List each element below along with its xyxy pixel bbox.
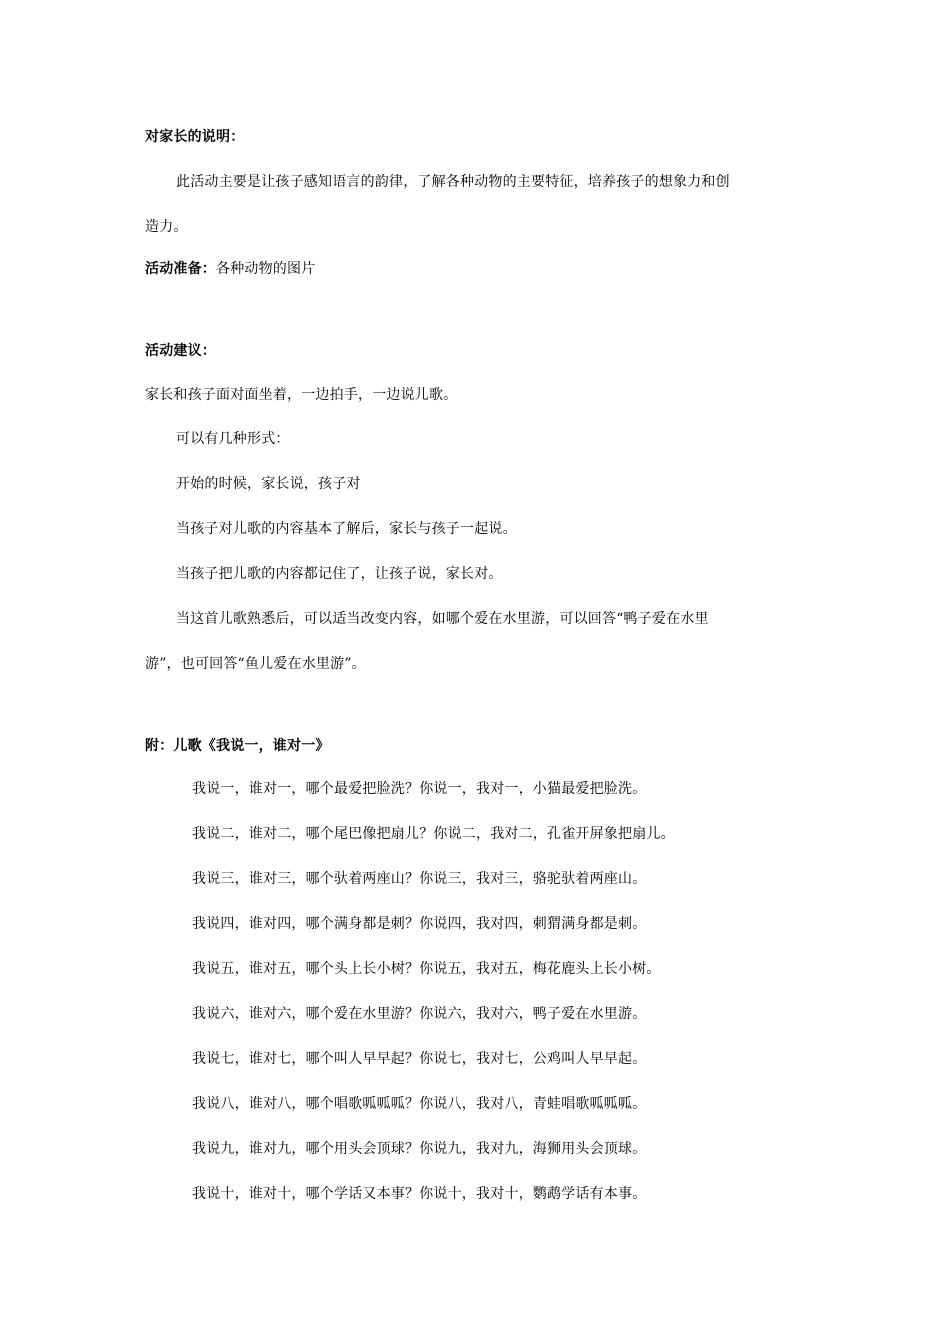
suggestions-forms-title: 可以有几种形式： [176,431,290,447]
rhyme-line: 我说九，谁对九，哪个用头会顶球？你说九，我对九，海狮用头会顶球。 [192,1141,647,1157]
suggestions-form-1: 开始的时候，家长说，孩子对 [176,476,361,492]
suggestions-intro: 家长和孩子面对面坐着，一边拍手，一边说儿歌。 [145,387,458,403]
preparation-line [145,259,315,279]
preparation-text: 各种动物的图片 [216,261,316,277]
rhyme-line: 我说三，谁对三，哪个驮着两座山？你说三，我对三，骆驼驮着两座山。 [192,871,647,887]
parent-note-paragraph-line1: 此活动主要是让孩子感知语言的韵律，了解各种动物的主要特征，培养孩子的想象力和创 [176,174,730,190]
rhyme-line: 我说四，谁对四，哪个满身都是刺？你说四，我对四，刺猬满身都是刺。 [192,916,647,932]
rhyme-line: 我说七，谁对七，哪个叫人早早起？你说七，我对七，公鸡叫人早早起。 [192,1051,647,1067]
rhyme-line: 我说五，谁对五，哪个头上长小树？你说五，我对五，梅花鹿头上长小树。 [192,961,661,977]
rhyme-heading: 附：儿歌《我说一，谁对一》 [145,738,330,754]
parent-note-paragraph-line2: 造力。 [145,219,188,235]
rhyme-line: 我说八，谁对八，哪个唱歌呱呱呱？你说八，我对八，青蛙唱歌呱呱呱。 [192,1096,647,1112]
rhyme-line: 我说二，谁对二，哪个尾巴像把扇儿？你说二，我对二，孔雀开屏象把扇儿。 [192,826,675,842]
preparation-label: 活动准备： [145,261,216,277]
suggestions-heading: 活动建议： [145,343,216,359]
rhyme-line: 我说十，谁对十，哪个学话又本事？你说十，我对十，鹦鹉学话有本事。 [192,1186,647,1202]
rhyme-line: 我说六，谁对六，哪个爱在水里游？你说六，我对六，鸭子爱在水里游。 [192,1006,647,1022]
suggestions-form-2: 当孩子对儿歌的内容基本了解后，家长与孩子一起说。 [176,521,517,537]
suggestions-form-3: 当孩子把儿歌的内容都记住了，让孩子说，家长对。 [176,566,503,582]
suggestions-form-4-line2: 游”，也可回答“鱼儿爱在水里游”。 [145,656,366,672]
rhyme-line: 我说一，谁对一，哪个最爱把脸洗？你说一，我对一，小猫最爱把脸洗。 [192,781,647,797]
parent-note-heading: 对家长的说明： [145,129,245,145]
suggestions-form-4-line1: 当这首儿歌熟悉后，可以适当改变内容，如哪个爱在水里游，可以回答“鸭子爱在水里 [176,611,709,627]
